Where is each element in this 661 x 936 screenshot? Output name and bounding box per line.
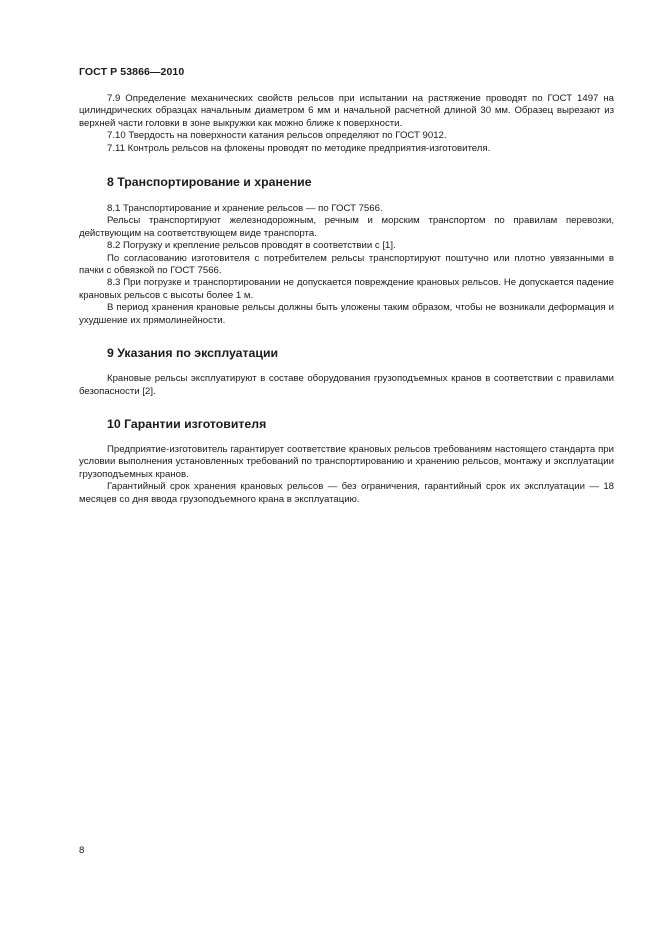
paragraph-8-3: 8.3 При погрузке и транспортировании не допускается повреждение крановых рельсов. Не допускается падение крановых рельсов с высоты более 1 м.: [79, 277, 614, 301]
document-body: [79, 93, 614, 506]
paragraph-8-2: 8.2 Погрузку и крепление рельсов проводят в соответствии с [1].: [107, 240, 396, 252]
paragraph-8-1-transport: Рельсы транспортируют железнодорожным, речным и морским транспортом по правилам перевозки, действующим на соответствующем виде транспорта.: [79, 215, 614, 239]
paragraph-7-11: 7.11 Контроль рельсов на флокены проводят по методике предприятия-изготовителя.: [107, 142, 491, 154]
paragraph-7-9: 7.9 Определение механических свойств рельсов при испытании на растяжение проводят по ГОСТ 1497 на цилиндрических образцах начальным диаметром 6 мм и начальной расчетной длиной 30 мм. Образец вырезают из верхней части головки в зоне выкружки как можно ближе к поверхности.: [79, 93, 614, 129]
section-8-heading: 8 Транспортирование и хранение: [107, 175, 312, 190]
paragraph-10-warranty-period: Гарантийный срок хранения крановых рельсов — без ограничения, гарантийный срок их эксплуатации — 18 месяцев со дня ввода грузоподъемного крана в эксплуатацию.: [79, 481, 614, 505]
paragraph-8-1: 8.1 Транспортирование и хранение рельсов — по ГОСТ 7566.: [107, 203, 383, 215]
paragraph-10-guarantee: Предприятие-изготовитель гарантирует соответствие крановых рельсов требованиям настоящего стандарта при условии выполнения установленных требований по транспортированию и хранению рельсов, монтажу и эксплуатации грузоподъемных кранов.: [79, 443, 614, 480]
paragraph-7-10: 7.10 Твердость на поверхности катания рельсов определяют по ГОСТ 9012.: [107, 130, 447, 142]
section-9-heading: 9 Указания по эксплуатации: [107, 346, 279, 361]
document-header: ГОСТ Р 53866—2010: [79, 66, 185, 78]
page-number: 8: [79, 845, 85, 856]
paragraph-9: Крановые рельсы эксплуатируют в составе оборудования грузоподъемных кранов в соответствии с правилами безопасности [2].: [79, 373, 614, 397]
paragraph-8-3-storage: В период хранения крановые рельсы должны быть уложены таким образом, чтобы не возникали деформация и ухудшение их прямолинейности.: [79, 302, 614, 326]
section-10-heading: 10 Гарантии изготовителя: [107, 416, 267, 431]
paragraph-8-2-agreement: По согласованию изготовителя с потребителем рельсы транспортируют поштучно или плотно увязанными в пачки с обвязкой по ГОСТ 7566.: [79, 252, 614, 277]
